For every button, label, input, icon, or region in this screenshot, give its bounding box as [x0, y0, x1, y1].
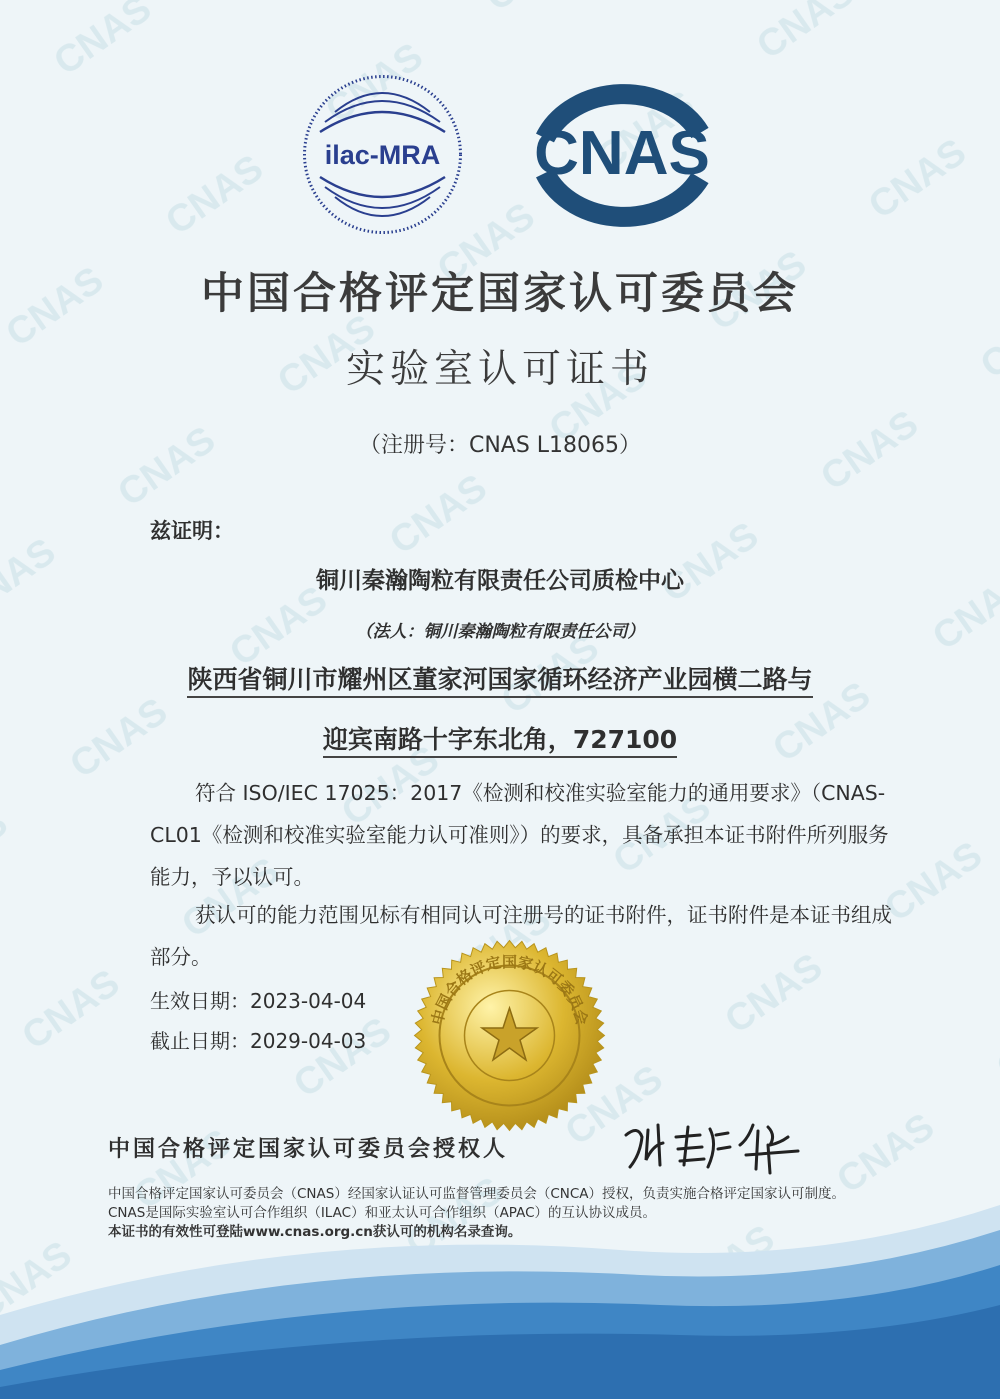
footer-line-1: 中国合格评定国家认可委员会（CNAS）经国家认证认可监督管理委员会（CNCA）授权，负责实施合格评定国家认可制度。	[108, 1186, 846, 1202]
conformity-paragraph: 符合 ISO/IEC 17025：2017《检测和校准实验室能力的通用要求》（CNAS-CL01《检测和校准实验室能力认可准则》）的要求，具备承担本证书附件所列服务能力，予以认可。	[150, 781, 889, 889]
expiry-date: 截止日期：2029-04-03	[150, 1029, 367, 1053]
seal-text: 中国合格评定国家认可委员会	[428, 952, 591, 1027]
organization-name: 铜川秦瀚陶粒有限责任公司质检中心	[316, 568, 684, 594]
gold-seal	[412, 938, 607, 1133]
ilac-mra-logo	[300, 72, 465, 237]
scope-paragraph: 获认可的能力范围见标有相同认可注册号的证书附件，证书附件是本证书组成部分。	[150, 903, 892, 969]
authorized-signatory-label: 中国合格评定国家认可委员会授权人	[108, 1137, 509, 1162]
address-line-2-text: 迎宾南路十字东北角，727100	[323, 725, 677, 758]
address-line-2	[0, 725, 1000, 755]
logos-row	[0, 70, 1000, 230]
committee-title: 中国合格评定国家认可委员会	[201, 269, 799, 319]
address-line-1-text: 陕西省铜川市耀州区董家河国家循环经济产业园横二路与	[187, 665, 812, 698]
footer-line-3: 本证书的有效性可登陆www.cnas.org.cn获认可的机构名录查询。	[108, 1224, 522, 1240]
address-line-1	[0, 665, 1000, 695]
footer-line-2: CNAS是国际实验室认可合作组织（ILAC）和亚太认可合作组织（APAC）的互认协议成员。	[108, 1205, 657, 1221]
certificate-title: 实验室认可证书	[345, 347, 654, 392]
cnas-logo-text: CNAS	[534, 119, 710, 188]
ilac-mra-text: ilac-MRA	[324, 140, 441, 170]
cnas-logo	[515, 78, 730, 228]
legal-entity: （法人：铜川秦瀚陶粒有限责任公司）	[355, 622, 645, 642]
certify-label: 兹证明：	[150, 519, 234, 543]
handwritten-signature	[618, 1115, 818, 1175]
effective-date: 生效日期：2023-04-04	[150, 989, 367, 1013]
registration-number: （注册号：CNAS L18065）	[358, 433, 642, 458]
